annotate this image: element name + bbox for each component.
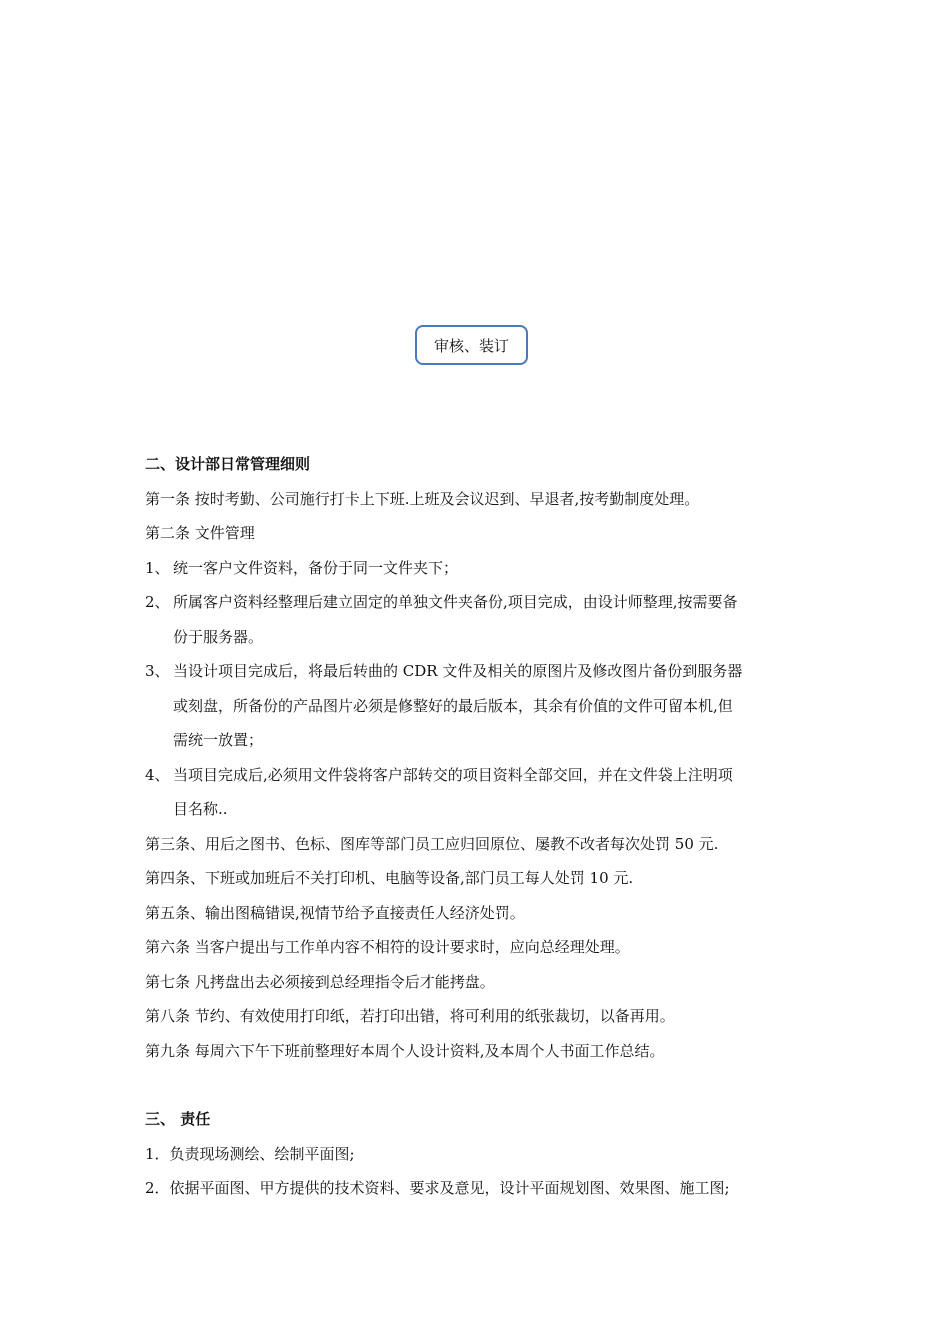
- list-item-4: [145, 758, 810, 827]
- article-9: 第九条 每周六下午下班前整理好本周个人设计资料,及本周个人书面工作总结。: [145, 1041, 665, 1060]
- flowchart-box: [415, 325, 528, 365]
- list-item-text: 当项目完成后,必须用文件袋将客户部转交的项目资料全部交回，并在文件袋上注明项: [173, 765, 733, 784]
- article-6: 第六条 当客户提出与工作单内容不相符的设计要求时，应向总经理处理。: [145, 938, 630, 956]
- list-item-3: [145, 654, 810, 758]
- list-item-number: 3、: [145, 662, 170, 680]
- list-item-text: 所属客户资料经整理后建立固定的单独文件夹备份,项目完成，由设计师整理,按需要备: [173, 593, 738, 611]
- list-item-text-cont: 份于服务器。: [173, 627, 264, 646]
- article-4: 第四条、下班或加班后不关打印机、电脑等设备,部门员工每人处罚 10 元.: [145, 869, 634, 887]
- article-2: 第二条 文件管理: [145, 524, 255, 542]
- article-1: 第一条 按时考勤、公司施行打卡上下班.上班及会议迟到、早退者,按考勤制度处理。: [145, 489, 700, 508]
- article-3: 第三条、用后之图书、色标、图库等部门员工应归回原位、屡教不改者每次处罚 50 元.: [145, 834, 719, 853]
- section-heading-3: 三、 责任: [145, 1110, 211, 1128]
- section-spacer: [145, 1068, 810, 1102]
- responsibility-item-2: 2．依据平面图、甲方提供的技术资料、要求及意见，设计平面规划图、效果图、施工图;: [145, 1179, 730, 1197]
- responsibility-item-1: 1．负责现场测绘、绘制平面图;: [145, 1144, 355, 1163]
- list-item-text-cont: 目名称..: [173, 800, 228, 818]
- list-item-1: [145, 551, 810, 586]
- list-item-text: 当设计项目完成后，将最后转曲的 CDR 文件及相关的原图片及修改图片备份到服务器: [173, 662, 743, 680]
- list-item-text-cont: 或刻盘，所备份的产品图片必须是修整好的最后版本，其余有价值的文件可留本机,但: [173, 696, 733, 715]
- list-item-number: 2、: [145, 593, 170, 611]
- article-8: 第八条 节约、有效使用打印纸，若打印出错，将可利用的纸张裁切，以备再用。: [145, 1007, 675, 1025]
- document-body: [145, 447, 810, 1206]
- list-item-text: 统一客户文件资料，备份于同一文件夹下；: [173, 558, 459, 577]
- article-7: 第七条 凡拷盘出去必须接到总经理指令后才能拷盘。: [145, 972, 495, 991]
- flowchart-box-label: 审核、装订: [433, 336, 509, 355]
- list-item-number: 4、: [145, 765, 170, 784]
- section-heading-2: 二、设计部日常管理细则: [145, 455, 311, 473]
- list-item-number: 1、: [145, 558, 170, 577]
- list-item-text-cont: 需统一放置；: [173, 731, 264, 749]
- article-5: 第五条、输出图稿错误,视情节给予直接责任人经济处罚。: [145, 903, 525, 922]
- list-item-2: [145, 585, 810, 654]
